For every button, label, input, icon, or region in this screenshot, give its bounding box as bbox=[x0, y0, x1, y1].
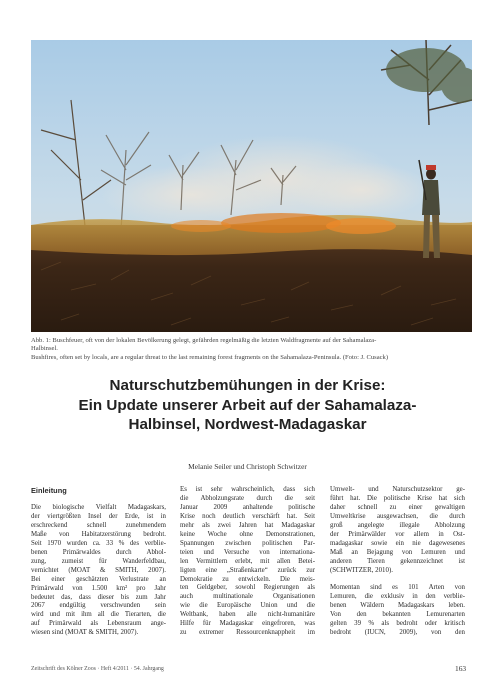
text-line: Krise noch deutlich verschärft hat. Seit bbox=[180, 512, 315, 520]
text-line: daher schnell zu einer gewaltigen bbox=[330, 503, 465, 511]
caption-german-continued: Halbinsel. bbox=[31, 345, 58, 353]
text-line: der Primärwälder vor allem in Ost- bbox=[330, 530, 465, 538]
text-column-3 bbox=[330, 486, 465, 638]
figure-caption bbox=[31, 337, 476, 362]
text-line: 2067 endgültig verschwunden sein bbox=[31, 602, 166, 610]
text-line: erschreckend schnell zunehmendem bbox=[31, 521, 166, 529]
text-line: mehr als zwei Jahren hat Madagaskar bbox=[180, 521, 315, 529]
text-line: auf Primärwald als Lebensraum ange- bbox=[31, 620, 166, 628]
text-line: Momentan sind es 101 Arten von bbox=[330, 584, 465, 592]
text-line: len Vermittlern erlebt, mit allen Betei- bbox=[180, 557, 315, 565]
text-line: Umweltkrise ausgewachsen, die durch bbox=[330, 512, 465, 520]
bushfire-photo bbox=[31, 40, 472, 332]
caption-english: Bushfires, often set by locals, are a regular threat to the last remaining forest fragments on the Sahamalaza-Peninsula. (Foto: J. Cusack) bbox=[31, 353, 389, 361]
text-line: bedroht (IUCN, 2009), von den bbox=[330, 629, 465, 637]
journal-footer: Zeitschrift des Kölner Zoos · Heft 4/2011 · 54. Jahrgang bbox=[31, 666, 164, 672]
section-heading: Einleitung bbox=[31, 486, 67, 495]
text-line: Hilfe für Madagaskar eingefroren, was bbox=[180, 620, 315, 628]
text-line: benen Primärwaldes durch Abhol- bbox=[31, 548, 166, 556]
article-authors: Melanie Seiler und Christoph Schwitzer bbox=[188, 462, 307, 471]
paragraph-gap bbox=[330, 576, 465, 585]
text-line: ligten eine „Straßenkarte“ zurück zur bbox=[180, 566, 315, 574]
text-line: gelten 39 % als bedroht oder kritisch bbox=[330, 620, 465, 628]
title-line: Halbinsel, Nordwest-Madagaskar bbox=[128, 416, 367, 433]
text-line: Maße von Habitatzerstörung bedroht. bbox=[31, 530, 166, 538]
text-line: Bei einer geschätzten Verlustrate an bbox=[31, 575, 166, 583]
text-line: groß angelegte illegale Abholzung bbox=[330, 521, 465, 529]
caption-german: Abb. 1: Buschfeuer, oft von der lokalen Bevölkerung gelegt, gefährden regelmäßig die letzten Waldfragmente auf der Sahamalaza- bbox=[31, 337, 377, 344]
text-line: wird und mit ihm all die Tierarten, die bbox=[31, 611, 166, 619]
text-column-2 bbox=[180, 486, 315, 638]
text-line: Primärwald von 1.500 km² pro Jahr bbox=[31, 584, 166, 592]
text-line: zung, zumeist für Wanderfeldbau, bbox=[31, 557, 166, 565]
text-line: Weltbank, haben alle nicht-humanitäre bbox=[180, 611, 315, 619]
text-line: Maß an Bejagung von Lemuren und bbox=[330, 548, 465, 556]
text-line: madagaskar sowie ein nie dagewesenes bbox=[330, 539, 465, 547]
text-line: der viertgrößten Insel der Erde, ist in bbox=[31, 512, 166, 520]
text-column-1 bbox=[31, 486, 166, 638]
text-line: Es ist sehr wahrscheinlich, dass sich bbox=[180, 486, 315, 493]
text-line: Von den bekannten Lemurenarten bbox=[330, 611, 465, 619]
text-line: Seit 1970 wurden ca. 33 % des verblie- bbox=[31, 539, 166, 547]
text-line: Demokratie zu entwickeln. Die meis- bbox=[180, 575, 315, 583]
text-line: führt hat. Die politische Krise hat sich bbox=[330, 494, 465, 502]
text-line: die Abholzungsrate durch die seit bbox=[180, 494, 315, 502]
text-line: bedeutet das, dass dieser bis zum Jahr bbox=[31, 593, 166, 601]
text-line: keine Woche ohne Demonstrationen, bbox=[180, 530, 315, 538]
title-line: Ein Update unserer Arbeit auf der Sahamalaza- bbox=[78, 396, 417, 414]
text-line: anderen Tieren gekennzeichnet ist bbox=[330, 557, 465, 565]
text-line: Spannungen zwischen politischen Par- bbox=[180, 539, 315, 547]
text-line: vernichtet (MOAT & SMITH, 2007). bbox=[31, 566, 166, 574]
text-line: wiesen sind (MOAT & SMITH, 2007). bbox=[31, 629, 139, 637]
text-line: ten Geldgeber, sowohl Regierungen als bbox=[180, 584, 315, 592]
text-line: teien und Versuche von internationa- bbox=[180, 548, 315, 556]
text-line: Lemuren, die exklusiv in den verblie- bbox=[330, 593, 465, 601]
text-line: (SCHWITZER, 2010). bbox=[330, 566, 393, 574]
page-number: 163 bbox=[455, 664, 467, 673]
text-line: wie die Europäische Union und die bbox=[180, 602, 315, 610]
text-line: auch multinationale Organisationen bbox=[180, 593, 315, 601]
text-line: benen Wäldern Madagaskars leben. bbox=[330, 602, 465, 610]
text-line: Januar 2009 anhaltende politische bbox=[180, 503, 315, 511]
title-line: Naturschutzbemühungen in der Krise: bbox=[109, 377, 386, 394]
text-line: zu extremer Ressourcenknappheit im bbox=[180, 629, 315, 637]
text-line: Umwelt- und Naturschutzsektor ge- bbox=[330, 486, 465, 493]
text-line: Die biologische Vielfalt Madagaskars, bbox=[31, 504, 166, 511]
article-title bbox=[31, 376, 464, 435]
